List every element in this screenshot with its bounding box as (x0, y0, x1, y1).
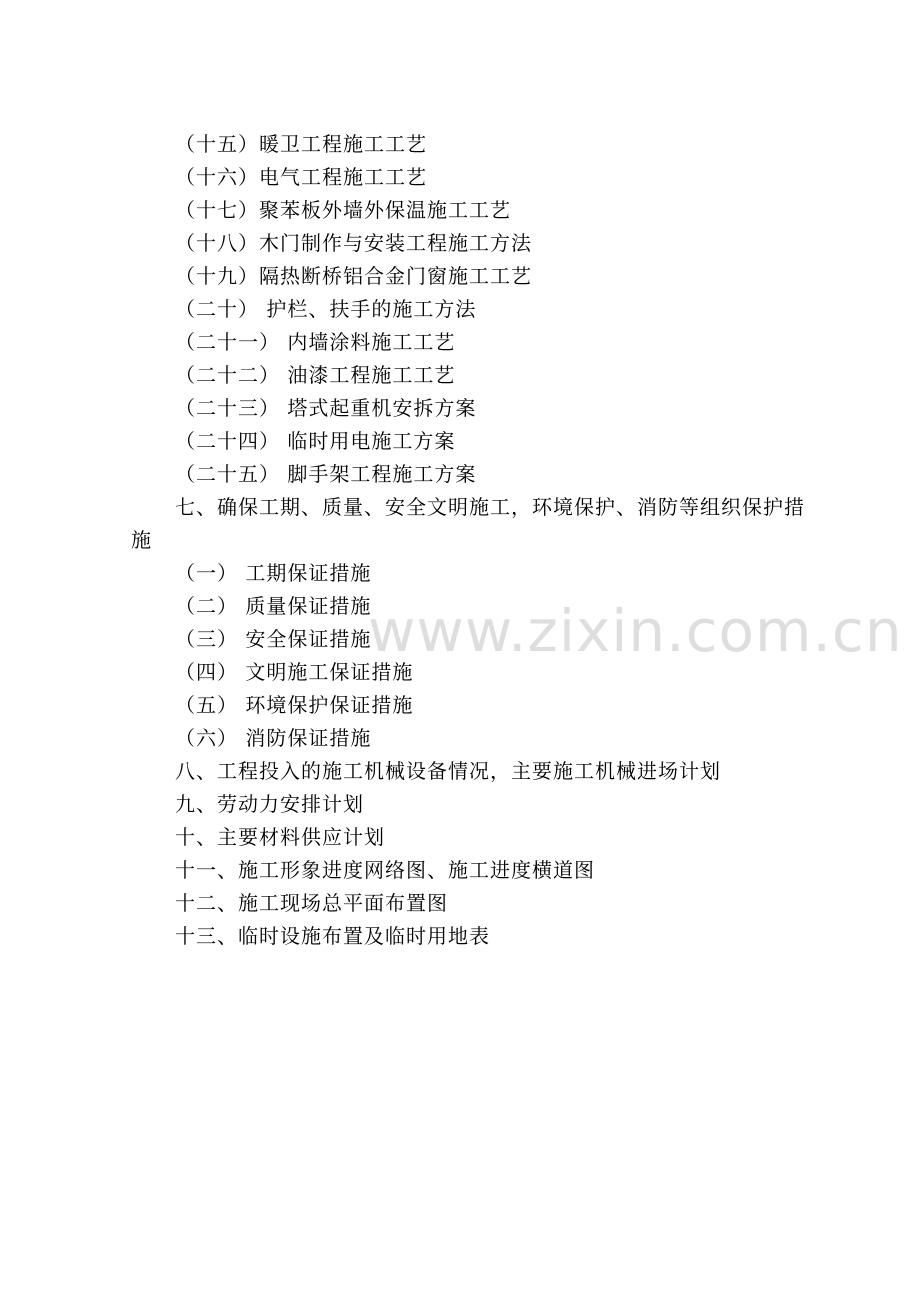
section-7-heading-continued: 施 (131, 528, 152, 552)
toc-item-19: （十九）隔热断桥铝合金门窗施工工艺 (175, 264, 532, 288)
section-7-item-5: （五） 环境保护保证措施 (175, 693, 414, 717)
section-9-heading: 九、劳动力安排计划 (175, 792, 364, 816)
section-7-item-1: （一） 工期保证措施 (175, 561, 372, 585)
watermark: www.zixin.com.cn (368, 597, 903, 665)
toc-item-25: （二十五） 脚手架工程施工方案 (175, 462, 477, 486)
section-11-heading: 十一、施工形象进度网络图、施工进度横道图 (175, 858, 595, 882)
section-7-heading: 七、确保工期、质量、安全文明施工，环境保护、消防等组织保护措 (175, 495, 805, 519)
toc-item-20: （二十） 护栏、扶手的施工方法 (175, 297, 477, 321)
section-7-item-6: （六） 消防保证措施 (175, 726, 372, 750)
toc-item-17: （十七）聚苯板外墙外保温施工工艺 (175, 198, 511, 222)
section-8-heading: 八、工程投入的施工机械设备情况，主要施工机械进场计划 (175, 759, 721, 783)
section-7-item-2: （二） 质量保证措施 (175, 594, 372, 618)
toc-item-22: （二十二） 油漆工程施工工艺 (175, 363, 456, 387)
toc-item-23: （二十三） 塔式起重机安拆方案 (175, 396, 477, 420)
table-of-contents (0, 128, 920, 953)
toc-item-15: （十五）暖卫工程施工工艺 (175, 132, 427, 156)
toc-item-24: （二十四） 临时用电施工方案 (175, 429, 456, 453)
toc-item-18: （十八）木门制作与安装工程施工方法 (175, 231, 532, 255)
section-13-heading: 十三、临时设施布置及临时用地表 (175, 924, 490, 948)
toc-item-21: （二十一） 内墙涂料施工工艺 (175, 330, 456, 354)
section-12-heading: 十二、施工现场总平面布置图 (175, 891, 448, 915)
section-7-item-4: （四） 文明施工保证措施 (175, 660, 414, 684)
section-7-item-3: （三） 安全保证措施 (175, 627, 372, 651)
toc-item-16: （十六）电气工程施工工艺 (175, 165, 427, 189)
section-10-heading: 十、主要材料供应计划 (175, 825, 385, 849)
